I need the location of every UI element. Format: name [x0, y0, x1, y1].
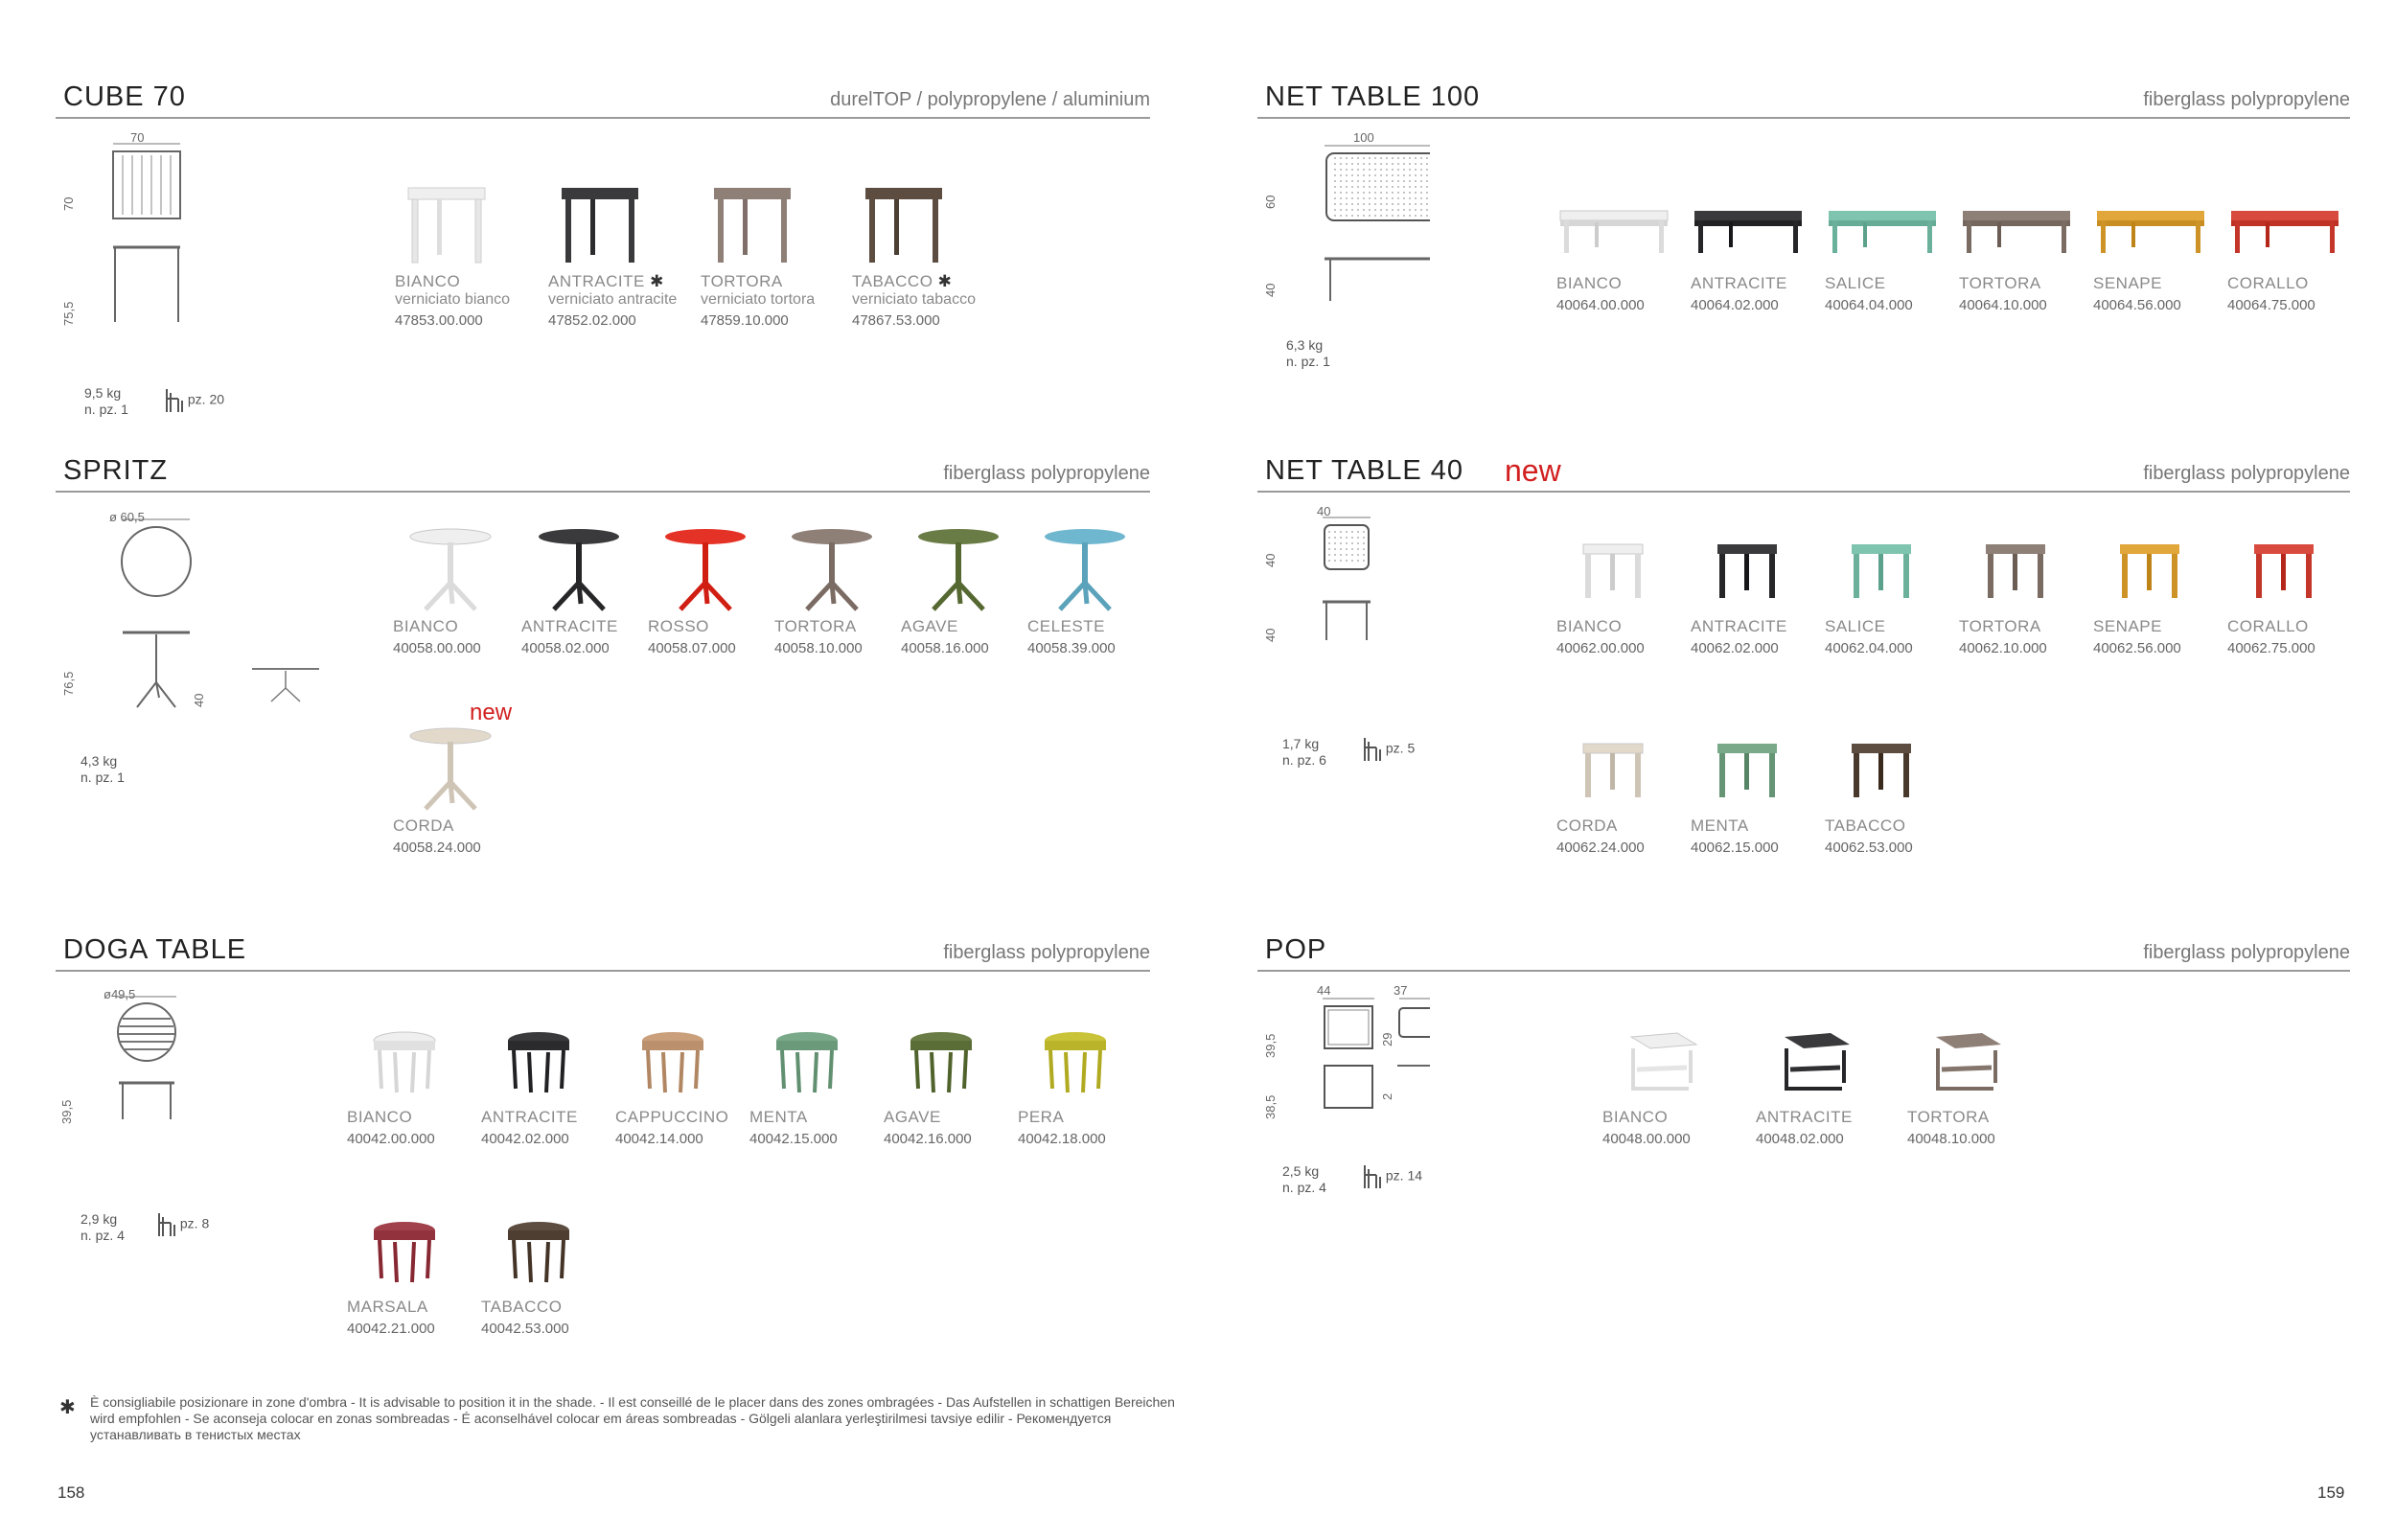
- section-doga-table: [56, 928, 1150, 1378]
- stack-info: [163, 387, 224, 414]
- dim-diameter: ø49,5: [104, 987, 136, 1001]
- stack-info: [1361, 736, 1415, 763]
- product-name: SENAPE: [2093, 274, 2162, 292]
- product-name: AGAVE: [901, 617, 958, 635]
- product-item[interactable]: [1027, 525, 1152, 656]
- product-code: 40042.15.000: [749, 1131, 838, 1147]
- section-title: CUBE 70: [63, 81, 186, 112]
- product-code: 40062.24.000: [1556, 839, 1645, 856]
- stack-info: [1361, 1163, 1422, 1190]
- table-image: [648, 525, 763, 611]
- product-name: SENAPE: [2093, 617, 2162, 635]
- table-image: [749, 1016, 864, 1102]
- product-code: 40042.02.000: [481, 1131, 569, 1147]
- section-material: fiberglass polypropylene: [943, 463, 1150, 484]
- product-code: 40062.75.000: [2227, 640, 2315, 656]
- product-code: 40048.00.000: [1602, 1131, 1691, 1147]
- dim-depth: 70: [61, 196, 76, 211]
- table-image: [521, 525, 636, 611]
- stack-icon: [155, 1211, 176, 1238]
- product-name: CORDA: [393, 816, 454, 835]
- product-item[interactable]: [1825, 525, 1949, 656]
- product-name: AGAVE: [884, 1108, 941, 1126]
- product-name: TORTORA: [1907, 1108, 1990, 1126]
- section-title: POP: [1265, 934, 1327, 965]
- table-image: [2093, 182, 2208, 268]
- doga-technical-drawing: [84, 985, 199, 1129]
- weight: 2,5 kg: [1282, 1163, 1320, 1179]
- pieces: n. pz. 4: [81, 1228, 125, 1243]
- product-item[interactable]: [901, 525, 1025, 656]
- product-code: 47852.02.000: [548, 312, 636, 329]
- weight-info: [1282, 1163, 1326, 1196]
- product-item[interactable]: [1959, 182, 2084, 313]
- product-item[interactable]: [393, 525, 518, 656]
- table-image: [393, 525, 508, 611]
- spritz-technical-drawing: [84, 506, 353, 726]
- product-name: CORALLO: [2227, 617, 2309, 635]
- dim-diameter: ø 60,5: [109, 510, 145, 524]
- pieces: n. pz. 1: [84, 402, 128, 417]
- product-code: 40042.18.000: [1018, 1131, 1106, 1147]
- table-image: [2227, 182, 2342, 268]
- product-item[interactable]: [615, 1016, 740, 1147]
- pieces: n. pz. 1: [1286, 354, 1330, 369]
- weight-info: [81, 1211, 125, 1244]
- table-image: [548, 180, 663, 266]
- dim-width: 70: [130, 130, 145, 145]
- stack-count: pz. 14: [1385, 1167, 1423, 1184]
- table-image: [2093, 525, 2208, 611]
- product-name: ROSSO: [648, 617, 709, 635]
- product-item[interactable]: [648, 525, 772, 656]
- shade-mark: ✱: [937, 272, 953, 290]
- product-code: 40064.75.000: [2227, 297, 2315, 313]
- product-name: MARSALA: [347, 1298, 428, 1316]
- product-finish: verniciato tabacco: [852, 291, 976, 308]
- product-name: BIANCO: [1556, 617, 1623, 635]
- dim-top-height: 29: [1380, 1032, 1394, 1046]
- product-item[interactable]: [1825, 182, 1949, 313]
- product-finish: verniciato tortora: [701, 291, 816, 308]
- dim-depth: 39,5: [1263, 1033, 1278, 1058]
- product-name: TORTORA: [1959, 274, 2041, 292]
- section-net-table-40: [1257, 448, 2350, 899]
- product-item[interactable]: [2227, 182, 2352, 313]
- page-number-right: 159: [2317, 1483, 2345, 1502]
- product-name: CORDA: [1556, 816, 1618, 835]
- weight-info: [1286, 337, 1330, 370]
- stack-count: pz. 8: [179, 1215, 210, 1231]
- product-code: 40064.04.000: [1825, 297, 1913, 313]
- product-item[interactable]: [1018, 1016, 1142, 1147]
- dim-top-thickness: 2: [1380, 1092, 1394, 1100]
- product-item[interactable]: [2227, 525, 2352, 656]
- product-item[interactable]: [347, 1206, 472, 1337]
- product-finish: verniciato antracite: [548, 291, 678, 308]
- product-item[interactable]: [2093, 182, 2218, 313]
- dim-height: 38,5: [1263, 1094, 1278, 1119]
- section-material: fiberglass polypropylene: [2143, 89, 2350, 110]
- weight: 6,3 kg: [1286, 337, 1324, 353]
- pieces: n. pz. 6: [1282, 752, 1326, 768]
- section-pop: [1257, 928, 2350, 1273]
- table-image: [1825, 724, 1940, 811]
- table-image: [481, 1206, 596, 1292]
- product-item[interactable]: [884, 1016, 1008, 1147]
- product-code: 40062.04.000: [1825, 640, 1913, 656]
- shade-mark: ✱: [650, 272, 664, 290]
- stack-count: pz. 5: [1385, 740, 1416, 756]
- table-image: [1959, 525, 2074, 611]
- product-name: ANTRACITE ✱: [548, 272, 664, 290]
- product-item[interactable]: [548, 180, 678, 329]
- footnote: [90, 1394, 1192, 1443]
- product-code: 40064.10.000: [1959, 297, 2047, 313]
- weight: 4,3 kg: [81, 753, 118, 769]
- weight-info: [84, 385, 128, 418]
- product-item[interactable]: [1556, 525, 1681, 656]
- product-code: 40062.02.000: [1691, 640, 1779, 656]
- dim-low-height: 40: [192, 693, 206, 707]
- weight-info: [1282, 736, 1326, 769]
- product-finish: verniciato bianco: [395, 291, 511, 308]
- table-image: [2227, 525, 2342, 611]
- product-code: 40062.15.000: [1691, 839, 1779, 856]
- table-image: [1556, 525, 1671, 611]
- dim-width: 44: [1317, 983, 1331, 998]
- product-name: CELESTE: [1027, 617, 1105, 635]
- stack-icon: [1361, 736, 1382, 763]
- product-name: ANTRACITE: [481, 1108, 578, 1126]
- table-image: [1825, 182, 1940, 268]
- section-title: DOGA TABLE: [63, 934, 247, 965]
- section-cube-70: [56, 75, 1150, 439]
- dim-height: 40: [1263, 283, 1278, 297]
- product-item[interactable]: [521, 525, 646, 656]
- product-item[interactable]: [1691, 724, 1815, 856]
- section-header: [1257, 448, 2350, 493]
- product-item[interactable]: [1959, 525, 2084, 656]
- weight: 2,9 kg: [81, 1211, 118, 1227]
- net100-technical-drawing: [1286, 132, 1430, 324]
- dim-width-top: 37: [1394, 983, 1408, 998]
- product-code: 40064.02.000: [1691, 297, 1779, 313]
- product-name: TABACCO ✱: [852, 272, 953, 290]
- product-code: 40062.10.000: [1959, 640, 2047, 656]
- product-code: 47867.53.000: [852, 312, 940, 329]
- section-header: [56, 928, 1150, 972]
- product-code: 40042.14.000: [615, 1131, 703, 1147]
- product-name: SALICE: [1825, 274, 1886, 292]
- section-title: NET TABLE 100: [1265, 81, 1481, 112]
- weight: 1,7 kg: [1282, 736, 1320, 751]
- product-name: TORTORA: [701, 272, 783, 290]
- section-material: fiberglass polypropylene: [2143, 942, 2350, 963]
- product-name: MENTA: [1691, 816, 1749, 835]
- product-item[interactable]: [347, 1016, 472, 1147]
- dim-depth: 40: [1263, 553, 1278, 567]
- table-image: [901, 525, 1016, 611]
- table-image: [1027, 525, 1142, 611]
- table-image: [1959, 182, 2074, 268]
- product-code: 40062.56.000: [2093, 640, 2181, 656]
- product-code: 40058.07.000: [648, 640, 736, 656]
- product-code: 40062.00.000: [1556, 640, 1645, 656]
- dim-height: 40: [1263, 628, 1278, 642]
- product-name: SALICE: [1825, 617, 1886, 635]
- section-title: SPRITZ: [63, 455, 169, 486]
- product-item[interactable]: [852, 180, 977, 329]
- table-image: [1602, 1016, 1717, 1102]
- product-name: ANTRACITE: [1691, 274, 1787, 292]
- product-name: TORTORA: [774, 617, 857, 635]
- table-image: [347, 1206, 462, 1292]
- product-code: 40048.02.000: [1756, 1131, 1844, 1147]
- product-code: 40062.53.000: [1825, 839, 1913, 856]
- table-image: [393, 724, 508, 811]
- product-code: 40058.02.000: [521, 640, 610, 656]
- net40-technical-drawing: [1286, 506, 1372, 650]
- product-item[interactable]: [1691, 525, 1815, 656]
- product-code: 40058.24.000: [393, 839, 481, 856]
- table-image: [347, 1016, 462, 1102]
- dim-width: 40: [1317, 504, 1331, 518]
- product-name: MENTA: [749, 1108, 808, 1126]
- table-image: [1556, 724, 1671, 811]
- product-name: BIANCO: [347, 1108, 413, 1126]
- table-image: [1756, 1016, 1871, 1102]
- table-image: [852, 180, 967, 266]
- product-code: 40042.53.000: [481, 1321, 569, 1337]
- stack-info: [155, 1211, 209, 1238]
- product-code: 47859.10.000: [701, 312, 789, 329]
- dim-height: 75,5: [61, 301, 76, 326]
- product-code: 40058.00.000: [393, 640, 481, 656]
- table-image: [1556, 182, 1671, 268]
- dim-depth: 60: [1263, 195, 1278, 209]
- footnote-text: È consigliabile posizionare in zone d'ombra - It is advisable to position it in the shade. - Il est conseillé de le placer dans des zones ombragées - Das Aufstellen in schattigen Bereichen wird empfohlen - Se aconseja colocar en zonas sombreadas - É aconselhável colocar em áreas sombreadas - Gölgeli alanlara yerleştirilmesi tavsiye edilir - Рекомендуется устанавливать в тенистых местах: [90, 1394, 1175, 1442]
- product-code: 40064.56.000: [2093, 297, 2181, 313]
- section-material: durelTOP / polypropylene / aluminium: [830, 89, 1150, 110]
- product-item[interactable]: [1602, 1016, 1727, 1147]
- section-header: [56, 75, 1150, 119]
- product-name: ANTRACITE: [521, 617, 618, 635]
- product-code: 40058.10.000: [774, 640, 863, 656]
- footnote-mark: ✱: [59, 1397, 76, 1418]
- table-image: [774, 525, 889, 611]
- product-code: 47853.00.000: [395, 312, 483, 329]
- product-name: PERA: [1018, 1108, 1065, 1126]
- product-item[interactable]: [395, 180, 519, 329]
- product-item[interactable]: [2093, 525, 2218, 656]
- section-header: [1257, 75, 2350, 119]
- section-header: [1257, 928, 2350, 972]
- product-code: 40042.00.000: [347, 1131, 435, 1147]
- section-spritz: [56, 448, 1150, 899]
- product-name: CORALLO: [2227, 274, 2309, 292]
- dim-height: 39,5: [59, 1099, 74, 1124]
- page-number-left: 158: [58, 1483, 85, 1502]
- table-image: [701, 180, 816, 266]
- product-name: BIANCO: [395, 272, 461, 290]
- stack-count: pz. 20: [187, 391, 225, 407]
- product-name: TORTORA: [1959, 617, 2041, 635]
- table-image: [481, 1016, 596, 1102]
- section-material: fiberglass polypropylene: [943, 942, 1150, 963]
- product-code: 40064.00.000: [1556, 297, 1645, 313]
- table-image: [1907, 1016, 2022, 1102]
- table-image: [1825, 525, 1940, 611]
- pieces: n. pz. 4: [1282, 1180, 1326, 1195]
- table-image: [1691, 525, 1806, 611]
- weight: 9,5 kg: [84, 385, 122, 401]
- weight-info: [81, 753, 125, 786]
- product-item[interactable]: [1556, 724, 1681, 856]
- product-item[interactable]: [481, 1206, 606, 1337]
- product-name: ANTRACITE: [1756, 1108, 1853, 1126]
- stack-icon: [1361, 1163, 1382, 1190]
- table-image: [1018, 1016, 1133, 1102]
- section-header: [56, 448, 1150, 493]
- product-item[interactable]: [1756, 1016, 1880, 1147]
- table-image: [1691, 182, 1806, 268]
- table-image: [615, 1016, 730, 1102]
- pop-technical-drawing: [1286, 985, 1430, 1119]
- product-item[interactable]: [1556, 182, 1681, 313]
- product-name: TABACCO: [481, 1298, 563, 1316]
- dim-width: 100: [1353, 130, 1374, 145]
- product-name: ANTRACITE: [1691, 617, 1787, 635]
- table-image: [884, 1016, 999, 1102]
- stack-icon: [163, 387, 184, 414]
- product-code: 40042.21.000: [347, 1321, 435, 1337]
- product-name: BIANCO: [393, 617, 459, 635]
- pieces: n. pz. 1: [81, 770, 125, 785]
- product-item[interactable]: [1907, 1016, 2032, 1147]
- product-name: CAPPUCCINO: [615, 1108, 729, 1126]
- product-item[interactable]: [1825, 724, 1949, 856]
- product-name: BIANCO: [1556, 274, 1623, 292]
- dim-height: 76,5: [61, 671, 76, 696]
- product-code: 40058.39.000: [1027, 640, 1116, 656]
- product-code: 40042.16.000: [884, 1131, 972, 1147]
- table-image: [1691, 724, 1806, 811]
- section-material: fiberglass polypropylene: [2143, 463, 2350, 484]
- product-name: BIANCO: [1602, 1108, 1669, 1126]
- product-item[interactable]: [393, 724, 518, 856]
- product-code: 40048.10.000: [1907, 1131, 1995, 1147]
- product-name: TABACCO: [1825, 816, 1906, 835]
- product-item[interactable]: [774, 525, 899, 656]
- table-image: [395, 180, 510, 266]
- new-badge: new: [1505, 453, 1561, 488]
- product-item[interactable]: [1691, 182, 1815, 313]
- section-net-table-100: [1257, 75, 2350, 439]
- product-item[interactable]: [749, 1016, 874, 1147]
- product-item[interactable]: [481, 1016, 606, 1147]
- product-code: 40058.16.000: [901, 640, 989, 656]
- new-badge: new: [470, 700, 513, 725]
- cube-technical-drawing: [84, 132, 209, 381]
- section-title: NET TABLE 40: [1265, 455, 1464, 486]
- product-item[interactable]: [701, 180, 825, 329]
